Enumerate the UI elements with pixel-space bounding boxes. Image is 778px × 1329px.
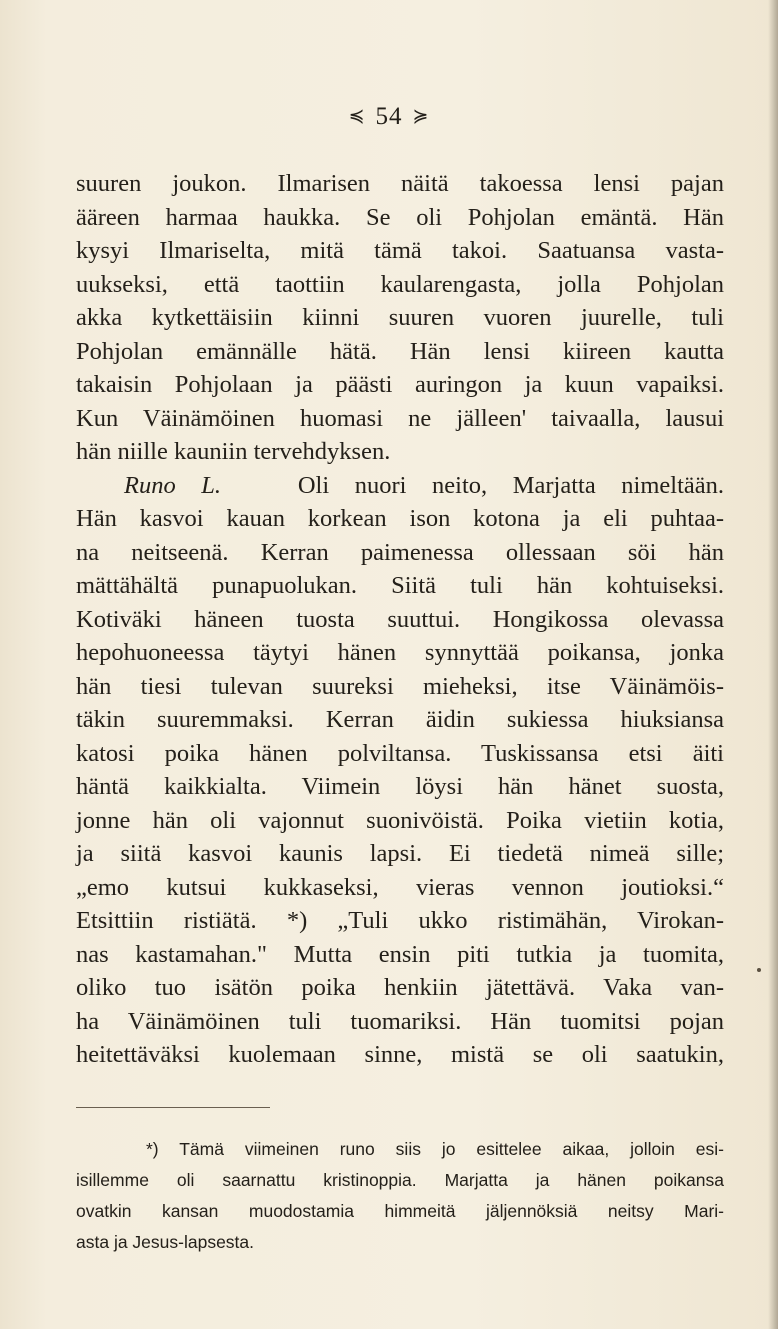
page-edge-shadow [768,0,778,1329]
runo-line [76,469,724,503]
text-line: na neitseenä. Kerran paimenessa ollessaan söi hän [76,538,724,566]
runo-line-text: Oli nuori neito, Marjatta nimeltään. [297,471,725,499]
text-line: „emo kutsui kukkaseksi, vieras vennon joutioksi.“ [76,873,724,901]
footnote-line: *) Tämä viimeinen runo siis jo esittelee aikaa, jolloin esi- [146,1139,724,1159]
page-header [0,103,778,131]
footnote-divider [76,1107,270,1108]
body-text [76,167,724,1072]
text-line: hän tiesi tulevan suureksi mieheksi, itse Väinämöis- [76,672,724,700]
ornament-right-icon: ≽ [412,106,430,127]
text-line: mättähältä punapuolukan. Siitä tuli hän kohtuiseksi. [76,572,724,599]
text-line: katosi poika hänen polviltansa. Tuskissansa etsi äiti [76,739,724,767]
footnote-line: ovatkin kansan muodostamia himmeitä jäljennöksiä neitsy Mari- [76,1201,724,1221]
text-line: Pohjolan emännälle hätä. Hän lensi kiireen kautta [76,337,724,365]
text-line: kysyi Ilmariselta, mitä tämä takoi. Saatuansa vasta- [76,237,724,264]
text-line: takaisin Pohjolaan ja päästi auringon ja kuun vapaiksi. [76,371,724,398]
text-line: häntä kaikkialta. Viimein löysi hän hänet suosta, [76,773,724,800]
text-line: suuren joukon. Ilmarisen näitä takoessa lensi pajan [76,170,724,197]
text-line: täkin suuremmaksi. Kerran äidin sukiessa hiuksiansa [76,706,724,733]
text-line: ha Väinämöinen tuli tuomariksi. Hän tuomitsi pojan [76,1007,724,1035]
text-line: ääreen harmaa haukka. Se oli Pohjolan emäntä. Hän [76,203,724,231]
text-line: Etsittiin ristiätä. *) „Tuli ukko ristimähän, Virokan- [76,907,724,934]
paper-speck [757,968,761,972]
text-line: hän niille kauniin tervehdyksen. [76,438,391,465]
text-line: hepohuoneessa täytyi hänen synnyttää poikansa, jonka [76,639,724,666]
footnote-line: isillemme oli saarnattu kristinoppia. Marjatta ja hänen poikansa [76,1170,724,1190]
footnote-line: asta ja Jesus-lapsesta. [76,1232,255,1252]
text-line: akka kytkettäisiin kiinni suuren vuoren juurelle, tuli [76,304,724,331]
ornament-left-icon: ≼ [348,106,366,127]
text-line: Hän kasvoi kauan korkean ison kotona ja eli puhtaa- [76,505,724,532]
text-line: nas kastamahan." Mutta ensin piti tutkia ja tuomita, [76,940,724,968]
text-line: uukseksi, että taottiin kaularengasta, jolla Pohjolan [76,270,724,298]
text-line: heitettäväksi kuolemaan sinne, mistä se oli saatukin, [76,1041,724,1068]
text-line: Kun Väinämöinen huomasi ne jälleen' taivaalla, lausui [76,404,724,432]
text-line: Kotiväki häneen tuosta suuttui. Hongikossa olevassa [76,605,724,633]
text-line: jonne hän oli vajonnut suonivöistä. Poika vietiin kotia, [76,806,724,834]
text-line: oliko tuo isätön poika henkiin jätettävä. Vaka van- [76,974,724,1001]
runo-heading: Runo L. [124,471,222,499]
footnote [76,1134,724,1258]
text-line: ja siitä kasvoi kaunis lapsi. Ei tiedetä nimeä sille; [76,840,724,867]
page-number: 54 [375,103,403,130]
